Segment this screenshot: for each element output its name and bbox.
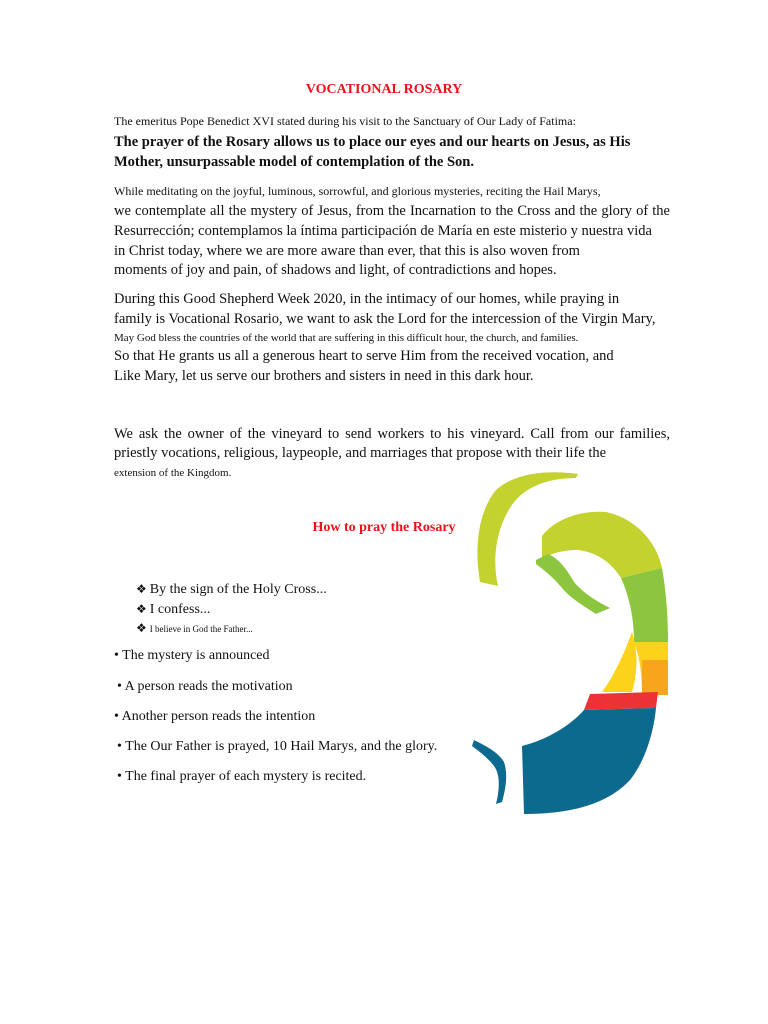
list-item [136, 599, 210, 620]
veil-middle [621, 568, 668, 642]
list-item [136, 618, 253, 639]
veil-orange [642, 660, 668, 695]
diamond-bullet-icon: ❖ [136, 621, 147, 635]
paragraph-line: While meditating on the joyful, luminous, sorrowful, and glorious mysteries, reciting the Hail Marys, [114, 184, 601, 198]
paragraph-line: We ask the owner of the vineyard to send workers to his vineyard. Call from our families, [114, 426, 670, 442]
diamond-bullet-icon: ❖ [136, 582, 147, 596]
section-title: How to pray the Rosary [312, 520, 456, 535]
paragraph-line: May God bless the countries of the world that are suffering in this difficult hour, the church, and families. [114, 332, 579, 344]
virgin-mary-silhouette-icon [466, 470, 696, 820]
step-item: • A person reads the motivation [117, 679, 293, 694]
body-yellow [602, 632, 637, 692]
list-item-label: I confess... [149, 602, 211, 617]
step-item: • The mystery is announced [114, 648, 270, 663]
list-item-label: By the sign of the Holy Cross... [149, 582, 327, 597]
list-item-label: I believe in God the Father... [149, 624, 253, 634]
intro-quote-line: The prayer of the Rosary allows us to place our eyes and our hearts on Jesus, as His [114, 134, 631, 150]
intro-line: The emeritus Pope Benedict XVI stated during his visit to the Sanctuary of Our Lady of Fatima: [114, 114, 576, 128]
paragraph-line: we contemplate all the mystery of Jesus, from the Incarnation to the Cross and the glory of the [114, 203, 670, 219]
document-title: VOCATIONAL ROSARY [305, 82, 463, 97]
paragraph-line: Resurrección; contemplamos la íntima participación de María en este misterio y nuestra vida [114, 223, 652, 239]
hand-left [472, 740, 506, 804]
paragraph-line: moments of joy and pain, of shadows and light, of contradictions and hopes. [114, 262, 557, 278]
body-red [584, 692, 658, 710]
robe-blue [522, 708, 656, 814]
list-item [136, 579, 327, 600]
paragraph-line: So that He grants us all a generous heart to serve Him from the received vocation, and [114, 348, 614, 364]
step-item: • Another person reads the intention [114, 709, 316, 724]
paragraph-line: extension of the Kingdom. [114, 467, 232, 479]
diamond-bullet-icon: ❖ [136, 602, 147, 616]
step-item: • The Our Father is prayed, 10 Hail Marys, and the glory. [117, 739, 438, 754]
paragraph-line: Like Mary, let us serve our brothers and sisters in need in this dark hour. [114, 368, 534, 384]
intro-quote-line: Mother, unsurpassable model of contemplation of the Son. [114, 154, 474, 170]
paragraph-line: priestly vocations, religious, laypeople, and marriages that propose with their life the [114, 445, 607, 461]
step-item: • The final prayer of each mystery is recited. [117, 769, 367, 784]
face-profile [536, 554, 610, 614]
paragraph-line: in Christ today, where we are more aware than ever, that this is also woven from [114, 243, 580, 259]
paragraph-line: family is Vocational Rosario, we want to ask the Lord for the intercession of the Virgin Mary, [114, 311, 656, 327]
paragraph-line: During this Good Shepherd Week 2020, in the intimacy of our homes, while praying in [114, 291, 620, 307]
